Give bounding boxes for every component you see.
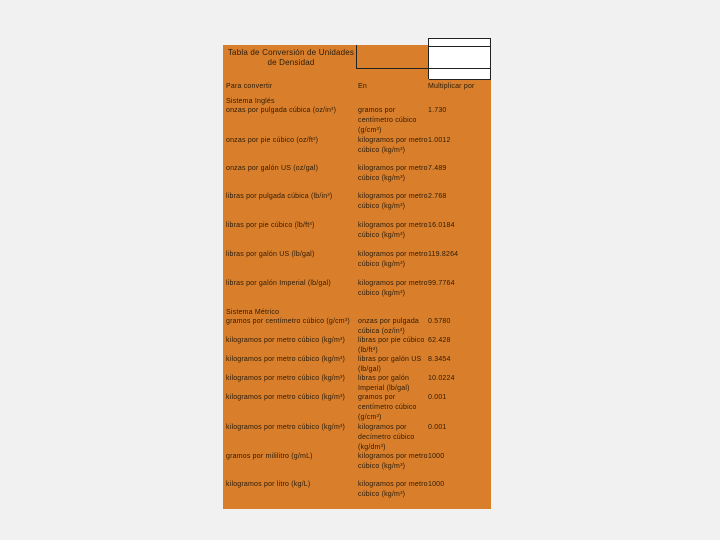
row-to: kilogramos por metro cúbico (kg/m³) [358, 453, 428, 470]
row-to: kilogramos por metro cúbico (kg/m³) [358, 280, 428, 297]
row-factor: 2.768 [428, 193, 447, 200]
row-from: onzas por galón US (oz/gal) [226, 165, 319, 172]
table-title-line1: Tabla de Conversión de Unidades [227, 48, 355, 57]
row-to: kilogramos por decímetro cúbico (kg/dm³) [358, 424, 415, 451]
table-title-line2: de Densidad [267, 58, 315, 67]
row-factor: 119.8264 [428, 251, 459, 258]
blank-right-border [490, 38, 491, 79]
row-factor: 1.0012 [428, 137, 451, 144]
row-from: kilogramos por metro cúbico (kg/m³) [226, 375, 346, 382]
row-from: onzas por pie cúbico (oz/ft³) [226, 137, 319, 144]
header-to: En [358, 83, 367, 90]
title-bottom-rule [356, 68, 491, 69]
row-to: kilogramos por metro cúbico (kg/m³) [358, 193, 428, 210]
blank-left-border [428, 38, 429, 79]
row-factor: 0.001 [428, 394, 447, 401]
row-factor: 8.3454 [428, 356, 451, 363]
title-right-border [356, 45, 357, 69]
row-factor: 62.428 [428, 337, 451, 344]
table-title [226, 48, 356, 68]
row-factor: 0.001 [428, 424, 447, 431]
row-to: kilogramos por metro cúbico (kg/m³) [358, 481, 428, 498]
row-from: libras por pulgada cúbica (lb/in³) [226, 193, 333, 200]
row-from: libras por galón Imperial (lb/gal) [226, 280, 331, 287]
row-to: kilogramos por metro cúbico (kg/m³) [358, 165, 428, 182]
row-from: gramos por centímetro cúbico (g/cm³) [226, 318, 350, 325]
row-to: gramos por centímetro cúbico (g/cm³) [358, 107, 417, 134]
row-to: kilogramos por metro cúbico (kg/m³) [358, 222, 428, 239]
row-from: kilogramos por litro (kg/L) [226, 481, 311, 488]
row-to: gramos por centímetro cúbico (g/cm³) [358, 394, 417, 421]
row-to: onzas por pulgada cúbica (oz/in³) [358, 318, 419, 335]
row-to: libras por galón US (lb/gal) [358, 356, 422, 373]
row-from: kilogramos por metro cúbico (kg/m³) [226, 394, 346, 401]
row-factor: 16.0184 [428, 222, 455, 229]
row-factor: 1000 [428, 481, 445, 488]
row-to: libras por pie cúbico (lb/ft³) [358, 337, 425, 354]
row-to: libras por galón Imperial (lb/gal) [358, 375, 410, 392]
row-to: kilogramos por metro cúbico (kg/m³) [358, 251, 428, 268]
header-factor: Multiplicar por [428, 83, 475, 90]
row-factor: 99.7764 [428, 280, 455, 287]
header-bottom-rule [429, 79, 491, 80]
section-title-metric: Sistema Métrico [226, 309, 280, 316]
row-factor: 10.0224 [428, 375, 455, 382]
row-from: kilogramos por metro cúbico (kg/m³) [226, 337, 346, 344]
row-factor: 1000 [428, 453, 445, 460]
row-to: kilogramos por metro cúbico (kg/m³) [358, 137, 428, 154]
row-factor: 7.489 [428, 165, 447, 172]
top-border [429, 38, 491, 39]
row-from: libras por galón US (lb/gal) [226, 251, 315, 258]
blank-header-cell [429, 38, 491, 79]
row-from: kilogramos por metro cúbico (kg/m³) [226, 424, 346, 431]
header-from: Para convertir [226, 83, 273, 90]
section-title-english: Sistema Inglés [226, 98, 275, 105]
row-from: kilogramos por metro cúbico (kg/m³) [226, 356, 346, 363]
row-factor: 1.730 [428, 107, 447, 114]
row-from: gramos por mililitro (g/mL) [226, 453, 313, 460]
row-from: libras por pie cúbico (lb/ft³) [226, 222, 315, 229]
row-from: onzas por pulgada cúbica (oz/in³) [226, 107, 337, 114]
row-factor: 0.5780 [428, 318, 451, 325]
header-rule-right [429, 46, 491, 47]
